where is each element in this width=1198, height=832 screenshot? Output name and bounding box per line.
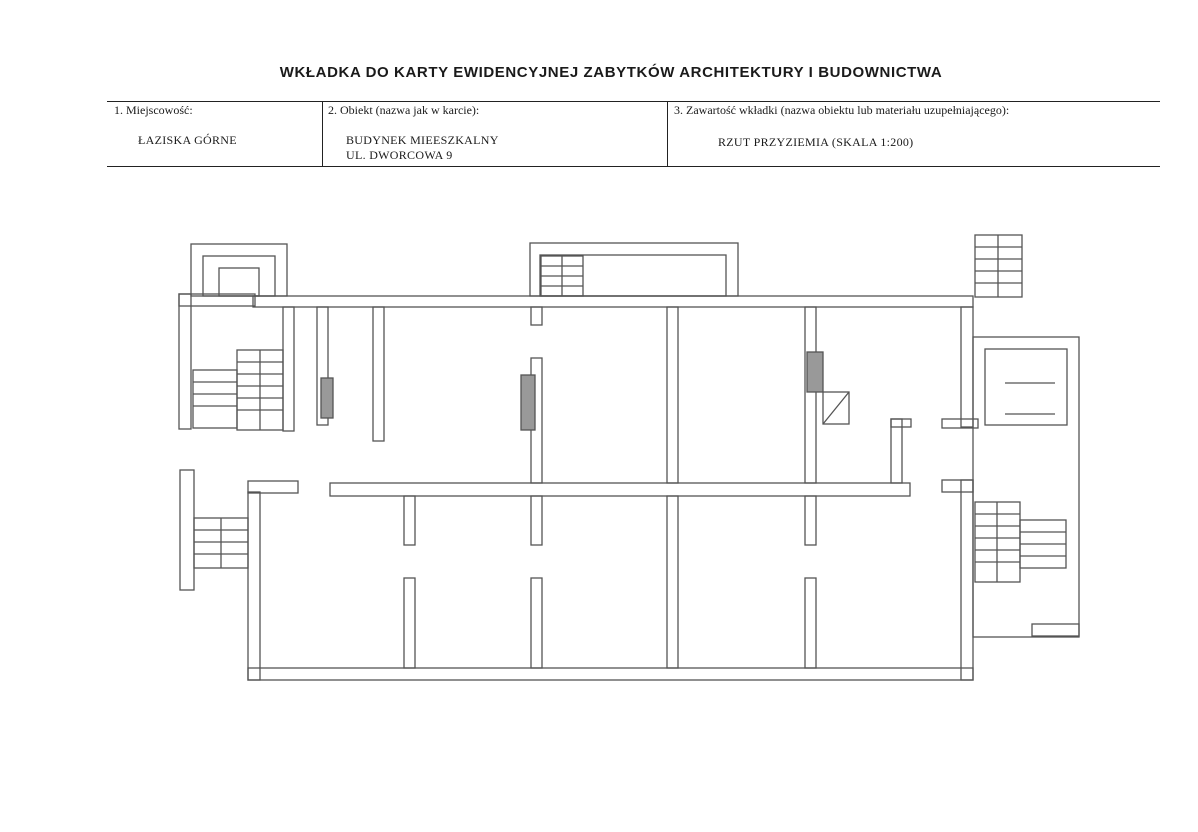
partition-wall bbox=[667, 307, 678, 483]
east-wall-upper bbox=[961, 307, 973, 427]
field-value: UL. DWORCOWA 9 bbox=[346, 148, 453, 162]
partition-wall bbox=[805, 307, 816, 483]
chimney bbox=[321, 378, 333, 418]
west-wall bbox=[248, 492, 260, 680]
document-title: WKŁADKA DO KARTY EWIDENCYJNEJ ZABYTKÓW ARCHITEKTURY I BUDOWNICTWA bbox=[279, 64, 943, 81]
field-value: ŁAZISKA GÓRNE bbox=[138, 133, 237, 147]
field-value: RZUT PRZYZIEMIA (SKALA 1:200) bbox=[718, 135, 914, 149]
chimney bbox=[807, 352, 823, 392]
east-wall bbox=[961, 480, 973, 680]
field-value: BUDYNEK MIEESZKALNY bbox=[346, 133, 499, 147]
stair-n bbox=[530, 243, 738, 296]
field-label: 3. Zawartość wkładki (nazwa obiektu lub materiału uzupełniającego): bbox=[674, 103, 1010, 117]
corridor-wall bbox=[330, 483, 910, 496]
north-wall bbox=[253, 296, 973, 307]
field-label: 1. Miejscowość: bbox=[114, 103, 193, 117]
south-wall bbox=[248, 668, 973, 680]
chimney bbox=[521, 375, 535, 430]
field-label: 2. Obiekt (nazwa jak w karcie): bbox=[328, 103, 480, 117]
